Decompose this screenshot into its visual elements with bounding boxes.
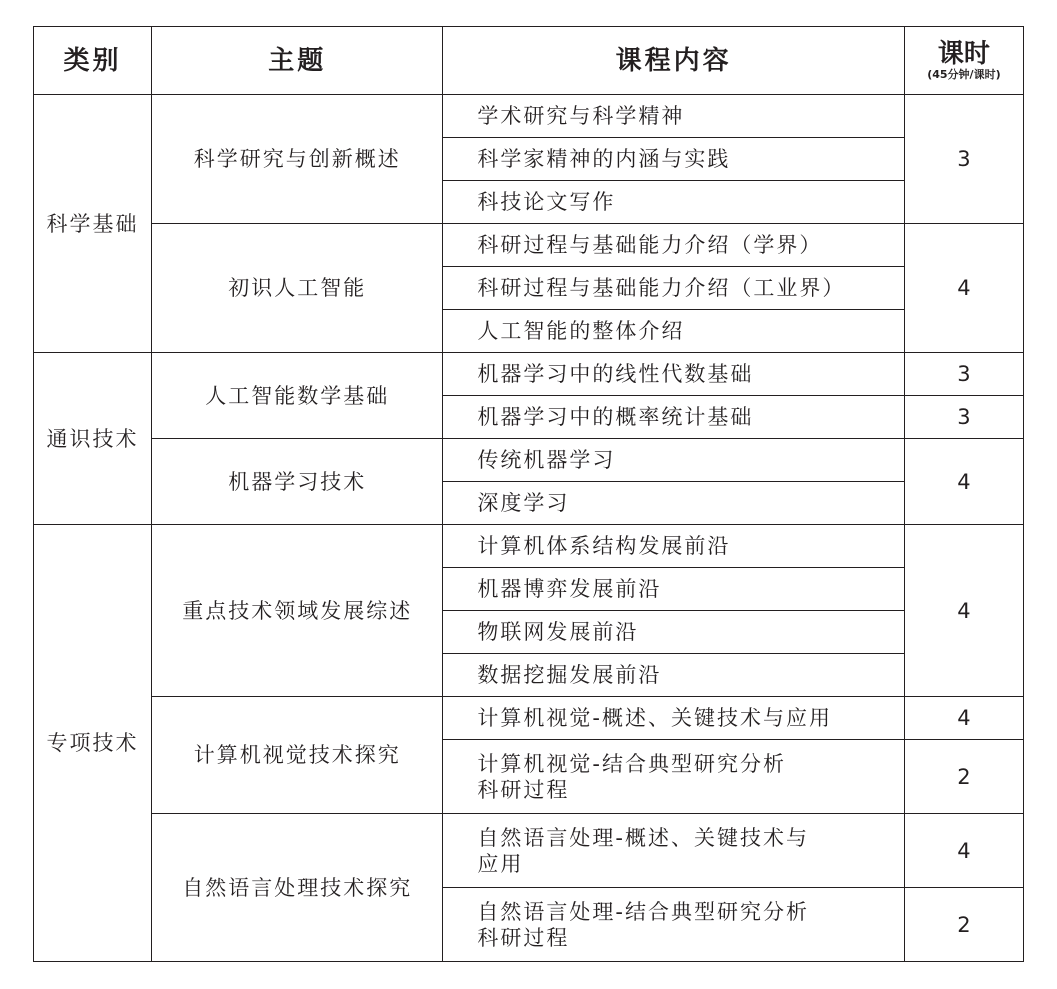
content-cell: 机器学习中的线性代数基础 — [443, 353, 904, 396]
content-cell: 科学家精神的内涵与实践 — [443, 138, 904, 181]
table-row — [34, 353, 1024, 396]
content-cell: 机器博弈发展前沿 — [443, 568, 904, 611]
content-cell: 计算机视觉-概述、关键技术与应用 — [443, 697, 904, 740]
content-text: 计算机视觉-结合典型研究分析 科研过程 — [477, 751, 786, 802]
topic-cell: 科学研究与创新概述 — [152, 95, 443, 224]
header-topic: 主题 — [152, 27, 443, 95]
content-cell: 数据挖掘发展前沿 — [443, 654, 904, 697]
hours-cell: 2 — [904, 888, 1023, 962]
content-cell: 科研过程与基础能力介绍（工业界） — [443, 267, 904, 310]
content-cell: 人工智能的整体介绍 — [443, 310, 904, 353]
hours-cell: 4 — [904, 814, 1023, 888]
table-row — [34, 95, 1024, 138]
content-cell: 物联网发展前沿 — [443, 611, 904, 654]
table-row — [34, 814, 1024, 888]
category-cell: 科学基础 — [34, 95, 152, 353]
header-hours-note: (45分钟/课时) — [927, 68, 1001, 81]
topic-cell: 人工智能数学基础 — [152, 353, 443, 439]
content-text: 自然语言处理-结合典型研究分析 科研过程 — [477, 899, 809, 950]
content-cell: 学术研究与科学精神 — [443, 95, 904, 138]
content-cell: 深度学习 — [443, 482, 904, 525]
content-cell — [443, 740, 904, 814]
category-cell: 专项技术 — [34, 525, 152, 962]
content-cell — [443, 888, 904, 962]
topic-cell: 机器学习技术 — [152, 439, 443, 525]
table-row — [34, 697, 1024, 740]
topic-cell: 重点技术领域发展综述 — [152, 525, 443, 697]
content-cell: 科研过程与基础能力介绍（学界） — [443, 224, 904, 267]
hours-cell: 4 — [904, 224, 1023, 353]
header-hours — [904, 27, 1023, 95]
hours-cell: 4 — [904, 439, 1023, 525]
hours-cell: 2 — [904, 740, 1023, 814]
header-content: 课程内容 — [443, 27, 904, 95]
hours-cell: 3 — [904, 95, 1023, 224]
hours-cell: 4 — [904, 697, 1023, 740]
hours-cell: 4 — [904, 525, 1023, 697]
table-row — [34, 439, 1024, 482]
header-category: 类别 — [34, 27, 152, 95]
content-cell: 机器学习中的概率统计基础 — [443, 396, 904, 439]
hours-cell: 3 — [904, 396, 1023, 439]
table-row — [34, 525, 1024, 568]
course-schedule-table — [33, 26, 1024, 962]
content-cell: 科技论文写作 — [443, 181, 904, 224]
hours-cell: 3 — [904, 353, 1023, 396]
category-cell: 通识技术 — [34, 353, 152, 525]
header-hours-label: 课时 — [937, 39, 990, 69]
content-text: 自然语言处理-概述、关键技术与 应用 — [477, 825, 809, 876]
content-cell: 计算机体系结构发展前沿 — [443, 525, 904, 568]
topic-cell: 自然语言处理技术探究 — [152, 814, 443, 962]
topic-cell: 计算机视觉技术探究 — [152, 697, 443, 814]
content-cell: 传统机器学习 — [443, 439, 904, 482]
header-row — [34, 27, 1024, 95]
table-row — [34, 224, 1024, 267]
topic-cell: 初识人工智能 — [152, 224, 443, 353]
content-cell — [443, 814, 904, 888]
